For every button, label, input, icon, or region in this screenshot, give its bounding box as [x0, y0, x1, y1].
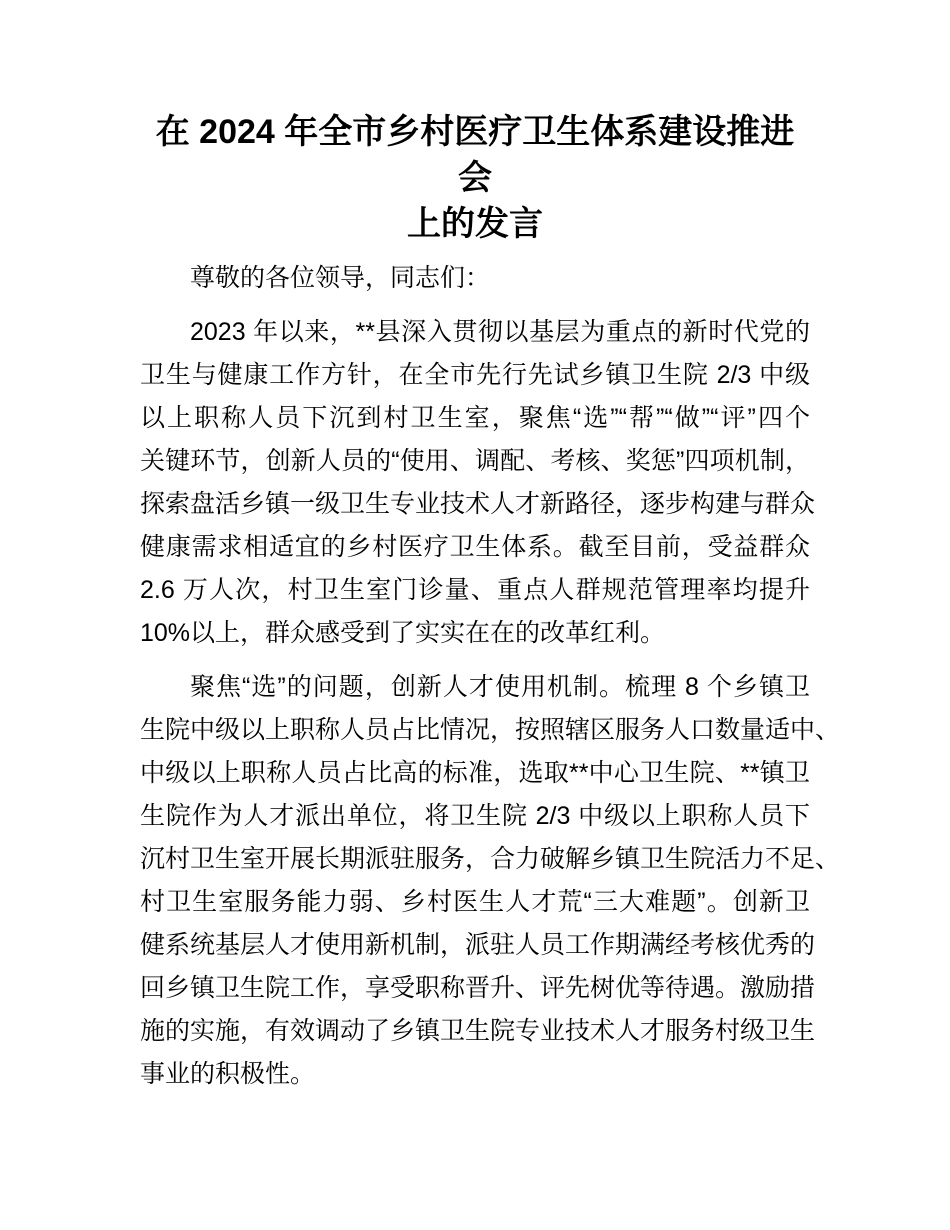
text-line: 生院中级以上职称人员占比情况，按照辖区服务人口数量适中、	[140, 716, 841, 744]
text-line: 回乡镇卫生院工作，享受职称晋升、评先树优等待遇。激励措	[140, 974, 816, 1002]
text-line: 施的实施，有效调动了乡镇卫生院专业技术人才服务村级卫生	[140, 1017, 816, 1045]
text-line: 关键环节，创新人员的“使用、调配、考核、奖惩”四项机制，	[140, 447, 810, 475]
text-line: 10%以上，群众感受到了实实在在的改革红利。	[140, 619, 666, 647]
text-line: 尊敬的各位领导，同志们：	[190, 264, 491, 292]
text-line: 健系统基层人才使用新机制，派驻人员工作期满经考核优秀的	[140, 931, 816, 959]
text-line: 沉村卫生室开展长期派驻服务，合力破解乡镇卫生院活力不足、	[140, 845, 841, 873]
text-line: 生院作为人才派出单位，将卫生院 2/3 中级以上职称人员下	[140, 802, 810, 830]
text-line: 2.6 万人次，村卫生室门诊量、重点人群规范管理率均提升	[140, 576, 810, 604]
paragraph	[140, 257, 810, 300]
text-line: 以上职称人员下沉到村卫生室，聚焦“选”“帮”“做”“评”四个	[140, 404, 810, 432]
text-line: 村卫生室服务能力弱、乡村医生人才荒“三大难题”。创新卫	[140, 888, 810, 916]
text-line: 中级以上职称人员占比高的标准，选取**中心卫生院、**镇卫	[140, 759, 810, 787]
text-line: 聚焦“选”的问题，创新人才使用机制。梳理 8 个乡镇卫	[190, 673, 810, 701]
document-title	[140, 109, 810, 247]
document-body	[140, 257, 841, 1096]
paragraph	[140, 666, 841, 1096]
text-line: 健康需求相适宜的乡村医疗卫生体系。截至目前，受益群众	[140, 533, 810, 561]
text-line: 事业的积极性。	[140, 1060, 316, 1088]
text-line: 探索盘活乡镇一级卫生专业技术人才新路径，逐步构建与群众	[140, 490, 816, 518]
paragraph	[140, 311, 816, 655]
text-line: 2023 年以来，**县深入贯彻以基层为重点的新时代党的	[190, 318, 810, 346]
title-line: 上的发言	[407, 205, 543, 243]
text-line: 卫生与健康工作方针，在全市先行先试乡镇卫生院 2/3 中级	[140, 361, 810, 389]
title-line: 在 2024 年全市乡村医疗卫生体系建设推进会	[155, 113, 795, 197]
